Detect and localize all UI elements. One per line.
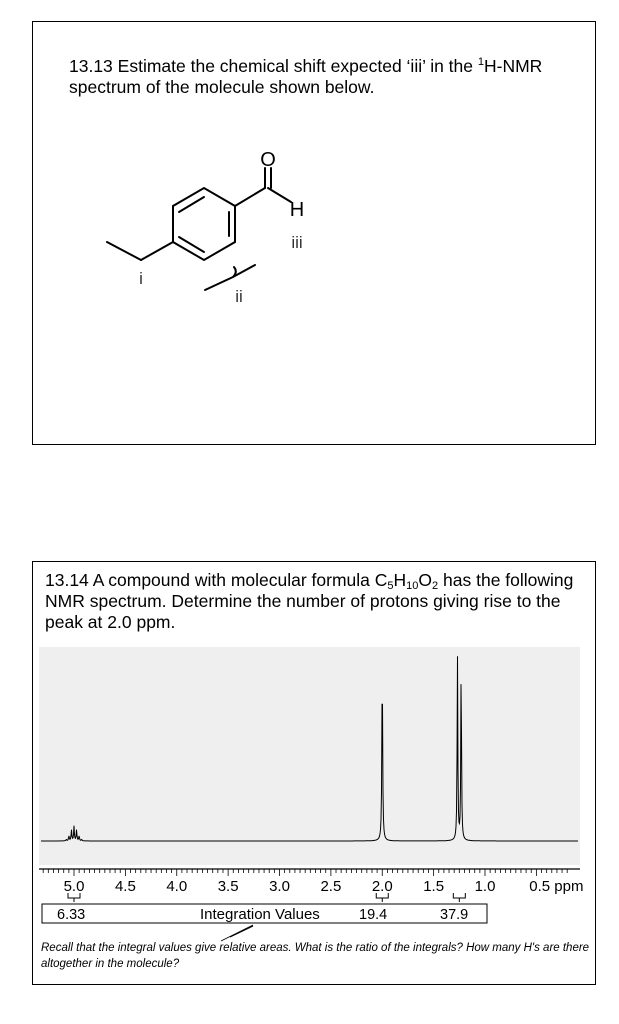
aldehyde-h-bond bbox=[268, 188, 291, 202]
integration-label-underline bbox=[230, 926, 253, 937]
x-tick-label: 1.5 bbox=[423, 878, 445, 895]
ethyl-bond-1 bbox=[107, 242, 141, 260]
label-i: i bbox=[139, 269, 143, 288]
hint-note: Recall that the integral values give relative areas. What is the ratio of the integrals? How many H's are there altogether in the molecule? bbox=[41, 942, 590, 970]
integration-label: Integration Values bbox=[200, 906, 320, 923]
ethyl-bond-2 bbox=[141, 242, 173, 260]
ii-bracket bbox=[205, 265, 255, 290]
x-tick-label: 2.0 bbox=[371, 878, 393, 895]
benzene-ring bbox=[173, 188, 235, 260]
spectrum-plot-area bbox=[39, 647, 580, 865]
x-tick-label: 4.5 bbox=[114, 878, 136, 895]
aldehyde-bond bbox=[235, 188, 265, 206]
question-13-13-text: 13.13 Estimate the chemical shift expected ‘iii’ in the $^1$H-NMR spectrum of the molecule shown below. bbox=[69, 56, 543, 97]
oxygen-label: O bbox=[260, 149, 276, 171]
nmr-spectrum-chart bbox=[33, 562, 597, 986]
integration-bracket bbox=[453, 893, 465, 902]
x-tick-label: 0.5 ppm bbox=[529, 878, 584, 895]
label-iii: iii bbox=[291, 233, 303, 252]
x-tick-label: 3.0 bbox=[269, 878, 290, 895]
x-tick-label: 2.5 bbox=[320, 878, 342, 895]
x-tick-label: 4.0 bbox=[166, 878, 188, 895]
question-13-14-text: 13.14 A compound with molecular formula $C_5H_{10}O_2$ has the following NMR spectrum. Determine the number of protons giving rise to the peak at 2.0 ppm. bbox=[45, 570, 574, 632]
integration-value: 19.4 bbox=[359, 907, 388, 923]
integration-value: 6.33 bbox=[57, 907, 86, 923]
x-tick-label: 5.0 bbox=[63, 878, 85, 895]
pointer-arrow bbox=[221, 925, 253, 941]
molecule-structure bbox=[33, 22, 597, 446]
question-13-14-card bbox=[32, 561, 596, 985]
hydrogen-label: H bbox=[289, 199, 305, 221]
x-tick-label: 3.5 bbox=[217, 878, 239, 895]
question-13-13-card bbox=[32, 21, 596, 445]
integration-value: 37.9 bbox=[440, 907, 469, 923]
x-tick-label: 1.0 bbox=[474, 878, 496, 895]
label-ii: ii bbox=[235, 287, 243, 306]
